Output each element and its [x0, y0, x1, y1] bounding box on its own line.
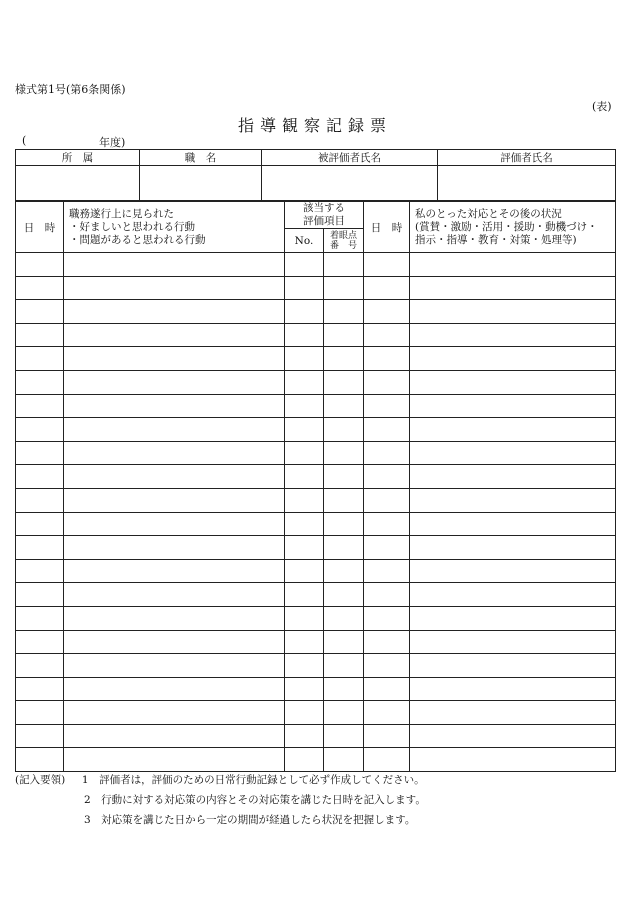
focus-number-cell[interactable]: [324, 394, 364, 418]
response-cell[interactable]: [410, 488, 616, 512]
evaluator-name-header: 評価者氏名: [438, 150, 616, 166]
behavior-header-line-2: ・好ましいと思われる行動: [69, 220, 195, 233]
note-item-2: 2 行動に対する対応策の内容とその対応策を講じた日時を記入します。: [84, 794, 426, 807]
response-cell[interactable]: [410, 253, 616, 277]
behavior-cell[interactable]: [64, 253, 285, 277]
date-cell[interactable]: [16, 441, 64, 465]
focus-number-cell[interactable]: [324, 465, 364, 489]
response-header-line-1: 私のとった対応とその後の状況: [415, 207, 562, 220]
focus-number-cell[interactable]: [324, 418, 364, 442]
focus-number-cell[interactable]: [324, 276, 364, 300]
item-no-cell[interactable]: [285, 630, 324, 654]
evaluatee-name-cell[interactable]: [262, 166, 438, 201]
item-no-cell[interactable]: [285, 488, 324, 512]
table-row: [16, 583, 616, 607]
item-no-cell[interactable]: [285, 748, 324, 772]
response-cell[interactable]: [410, 630, 616, 654]
behavior-cell[interactable]: [64, 465, 285, 489]
focus-number-header-line-1: 着眼点: [329, 230, 357, 241]
response-cell[interactable]: [410, 323, 616, 347]
item-no-cell[interactable]: [285, 347, 324, 371]
response-cell[interactable]: [410, 724, 616, 748]
response-cell[interactable]: [410, 300, 616, 324]
behavior-cell[interactable]: [64, 583, 285, 607]
date-cell[interactable]: [16, 370, 64, 394]
focus-number-cell[interactable]: [324, 559, 364, 583]
item-no-cell[interactable]: [285, 606, 324, 630]
response-date-cell[interactable]: [364, 748, 410, 772]
item-no-cell[interactable]: [285, 418, 324, 442]
response-date-cell[interactable]: [364, 701, 410, 725]
behavior-cell[interactable]: [64, 654, 285, 678]
date-cell[interactable]: [16, 748, 64, 772]
item-no-cell[interactable]: [285, 701, 324, 725]
response-date-cell[interactable]: [364, 300, 410, 324]
date-cell[interactable]: [16, 347, 64, 371]
response-cell[interactable]: [410, 748, 616, 772]
table-row: [16, 394, 616, 418]
response-date-cell[interactable]: [364, 347, 410, 371]
item-no-cell[interactable]: [285, 583, 324, 607]
response-cell[interactable]: [410, 276, 616, 300]
behavior-cell[interactable]: [64, 300, 285, 324]
notes-line-1: [15, 772, 426, 787]
focus-number-cell[interactable]: [324, 370, 364, 394]
date-cell[interactable]: [16, 654, 64, 678]
date-cell[interactable]: [16, 583, 64, 607]
job-title-header: 職 名: [140, 150, 262, 166]
response-date-cell[interactable]: [364, 654, 410, 678]
response-cell[interactable]: [410, 370, 616, 394]
behavior-cell[interactable]: [64, 512, 285, 536]
form-id: 様式第1号(第6条関係): [15, 83, 126, 96]
response-date-cell[interactable]: [364, 559, 410, 583]
focus-number-cell[interactable]: [324, 748, 364, 772]
item-no-cell[interactable]: [285, 677, 324, 701]
focus-number-cell[interactable]: [324, 724, 364, 748]
table-row: [16, 441, 616, 465]
notes-section: [15, 772, 426, 827]
focus-number-cell[interactable]: [324, 441, 364, 465]
response-date-cell[interactable]: [364, 488, 410, 512]
focus-number-cell[interactable]: [324, 583, 364, 607]
response-date-cell[interactable]: [364, 394, 410, 418]
item-no-cell[interactable]: [285, 536, 324, 560]
observation-table: [15, 201, 616, 772]
no-header: No.: [285, 229, 324, 253]
item-no-cell[interactable]: [285, 724, 324, 748]
item-no-cell[interactable]: [285, 253, 324, 277]
focus-number-cell[interactable]: [324, 677, 364, 701]
response-cell[interactable]: [410, 559, 616, 583]
date-cell[interactable]: [16, 418, 64, 442]
evaluator-name-cell[interactable]: [438, 166, 616, 201]
behavior-cell[interactable]: [64, 724, 285, 748]
job-title-cell[interactable]: [140, 166, 262, 201]
behavior-header-line-1: 職務遂行上に見られた: [69, 207, 174, 220]
response-cell[interactable]: [410, 394, 616, 418]
behavior-cell[interactable]: [64, 488, 285, 512]
response-cell[interactable]: [410, 677, 616, 701]
focus-number-header: [324, 229, 364, 253]
table-row: [16, 512, 616, 536]
table-row: [16, 701, 616, 725]
item-no-cell[interactable]: [285, 441, 324, 465]
behavior-cell[interactable]: [64, 347, 285, 371]
date-cell[interactable]: [16, 394, 64, 418]
page-title: 指導観察記録票: [237, 116, 392, 135]
response-header: [410, 202, 616, 253]
table-row: [16, 630, 616, 654]
response-date-cell[interactable]: [364, 512, 410, 536]
date-cell[interactable]: [16, 559, 64, 583]
department-header: 所 属: [16, 150, 140, 166]
eval-item-header-line-2: 評価項目: [303, 215, 345, 227]
item-no-cell[interactable]: [285, 394, 324, 418]
item-no-cell[interactable]: [285, 323, 324, 347]
focus-number-cell[interactable]: [324, 701, 364, 725]
behavior-header-line-3: ・問題があると思われる行動: [69, 233, 206, 246]
item-no-cell[interactable]: [285, 559, 324, 583]
behavior-cell[interactable]: [64, 323, 285, 347]
behavior-cell[interactable]: [64, 441, 285, 465]
department-cell[interactable]: [16, 166, 140, 201]
behavior-cell[interactable]: [64, 748, 285, 772]
behavior-cell[interactable]: [64, 701, 285, 725]
response-cell[interactable]: [410, 441, 616, 465]
table-row: [16, 300, 616, 324]
behavior-cell[interactable]: [64, 394, 285, 418]
table-row: [16, 465, 616, 489]
note-item-3: 3 対応策を講じた日から一定の期間が経過したら状況を把握します。: [84, 814, 416, 827]
table-row: [16, 323, 616, 347]
response-date-cell[interactable]: [364, 253, 410, 277]
date-cell[interactable]: [16, 512, 64, 536]
focus-number-cell[interactable]: [324, 630, 364, 654]
response-cell[interactable]: [410, 512, 616, 536]
note-item-1: 1 評価者は，評価のための日常行動記録として必ず作成してください。: [81, 774, 425, 787]
table-row: [16, 253, 616, 277]
focus-number-cell[interactable]: [324, 606, 364, 630]
date-cell[interactable]: [16, 300, 64, 324]
response-cell[interactable]: [410, 465, 616, 489]
item-no-cell[interactable]: [285, 276, 324, 300]
evaluatee-name-header: 被評価者氏名: [262, 150, 438, 166]
item-no-cell[interactable]: [285, 654, 324, 678]
item-no-cell[interactable]: [285, 512, 324, 536]
table-row: [16, 559, 616, 583]
date-cell[interactable]: [16, 253, 64, 277]
focus-number-cell[interactable]: [324, 488, 364, 512]
date-cell[interactable]: [16, 536, 64, 560]
eval-item-header: [285, 202, 364, 229]
response-cell[interactable]: [410, 536, 616, 560]
response-header-line-2: (賞賛・激励・活用・援助・動機づけ・: [415, 220, 598, 233]
date-header-2: 日 時: [364, 202, 410, 253]
table-row: [16, 654, 616, 678]
notes-line-3: [15, 812, 426, 827]
header-table: [15, 149, 616, 201]
item-no-cell[interactable]: [285, 370, 324, 394]
response-date-cell[interactable]: [364, 536, 410, 560]
behavior-cell[interactable]: [64, 276, 285, 300]
table-row: [16, 418, 616, 442]
behavior-cell[interactable]: [64, 370, 285, 394]
response-date-cell[interactable]: [364, 323, 410, 347]
table-row: [16, 748, 616, 772]
response-cell[interactable]: [410, 654, 616, 678]
item-no-cell[interactable]: [285, 465, 324, 489]
date-cell[interactable]: [16, 488, 64, 512]
notes-label: (記入要領): [15, 774, 66, 787]
fiscal-year-open-paren: (: [22, 134, 27, 147]
eval-item-header-line-1: 該当する: [303, 202, 345, 214]
response-date-cell[interactable]: [364, 441, 410, 465]
table-row: [16, 677, 616, 701]
table-row: [16, 488, 616, 512]
focus-number-cell[interactable]: [324, 512, 364, 536]
item-no-cell[interactable]: [285, 300, 324, 324]
date-cell[interactable]: [16, 677, 64, 701]
focus-number-header-line-2: 番 号: [329, 240, 357, 251]
date-cell[interactable]: [16, 724, 64, 748]
response-date-cell[interactable]: [364, 370, 410, 394]
fiscal-year-label: 年度): [99, 136, 126, 149]
response-date-cell[interactable]: [364, 583, 410, 607]
response-date-cell[interactable]: [364, 276, 410, 300]
table-row: [16, 276, 616, 300]
focus-number-cell[interactable]: [324, 300, 364, 324]
date-cell[interactable]: [16, 606, 64, 630]
focus-number-cell[interactable]: [324, 347, 364, 371]
focus-number-cell[interactable]: [324, 536, 364, 560]
response-date-cell[interactable]: [364, 630, 410, 654]
focus-number-cell[interactable]: [324, 253, 364, 277]
behavior-cell[interactable]: [64, 536, 285, 560]
table-row: [16, 347, 616, 371]
behavior-cell[interactable]: [64, 418, 285, 442]
response-cell[interactable]: [410, 347, 616, 371]
behavior-cell[interactable]: [64, 677, 285, 701]
table-row: [16, 606, 616, 630]
date-cell[interactable]: [16, 630, 64, 654]
date-cell[interactable]: [16, 276, 64, 300]
focus-number-cell[interactable]: [324, 654, 364, 678]
focus-number-cell[interactable]: [324, 323, 364, 347]
response-cell[interactable]: [410, 583, 616, 607]
table-row: [16, 370, 616, 394]
response-header-line-3: 指示・指導・教育・対策・処理等): [415, 233, 577, 246]
behavior-header: [64, 202, 285, 253]
behavior-cell[interactable]: [64, 559, 285, 583]
date-cell[interactable]: [16, 701, 64, 725]
response-date-cell[interactable]: [364, 724, 410, 748]
date-cell[interactable]: [16, 323, 64, 347]
side-label: (表): [592, 100, 612, 113]
response-date-cell[interactable]: [364, 465, 410, 489]
response-cell[interactable]: [410, 418, 616, 442]
response-cell[interactable]: [410, 701, 616, 725]
response-date-cell[interactable]: [364, 677, 410, 701]
behavior-cell[interactable]: [64, 606, 285, 630]
table-row: [16, 536, 616, 560]
date-cell[interactable]: [16, 465, 64, 489]
behavior-cell[interactable]: [64, 630, 285, 654]
response-date-cell[interactable]: [364, 418, 410, 442]
notes-line-2: [15, 792, 426, 807]
response-date-cell[interactable]: [364, 606, 410, 630]
response-cell[interactable]: [410, 606, 616, 630]
table-row: [16, 724, 616, 748]
date-header: 日 時: [16, 202, 64, 253]
